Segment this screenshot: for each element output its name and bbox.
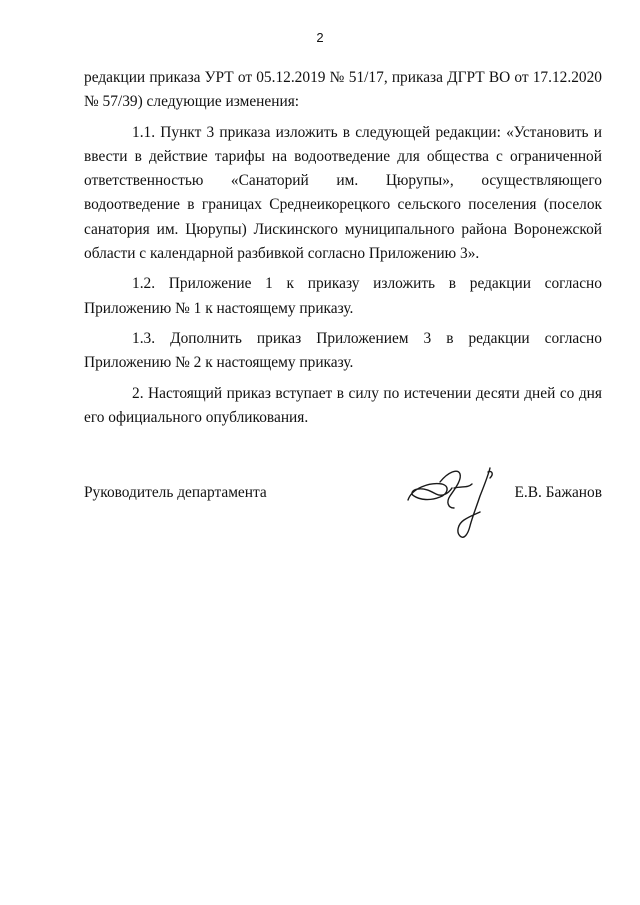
document-body bbox=[84, 66, 602, 436]
signatory-name: Е.В. Бажанов bbox=[514, 484, 602, 501]
paragraph-amendments-intro: редакции приказа УРТ от 05.12.2019 № 51/17, приказа ДГРТ ВО от 17.12.2020 № 57/39) следующие изменения: bbox=[84, 69, 602, 111]
paragraph-1-2: 1.2. Приложение 1 к приказу изложить в редакции согласно Приложению № 1 к настоящему приказу. bbox=[84, 275, 602, 317]
paragraph-1-3: 1.3. Дополнить приказ Приложением 3 в редакции согласно Приложению № 2 к настоящему приказу. bbox=[84, 329, 602, 372]
page-number: 2 bbox=[316, 30, 324, 45]
handwritten-signature-icon bbox=[402, 464, 512, 546]
paragraph-2: 2. Настоящий приказ вступает в силу по истечении десяти дней со дня его официального опубликования. bbox=[84, 384, 602, 426]
paragraph-1-1: 1.1. Пункт 3 приказа изложить в следующей редакции: «Установить и ввести в действие тарифы на водоотведение для общества с ограниченной ответственностью «Санаторий им. Цюрупы», осуществляющего водоотведение в границах Среднеикорецкого сельского поселения (поселок санатория им. Цюрупы) Лискинского муниципального района Воронежской области с календарной разбивкой согласно Приложению 3». bbox=[84, 123, 602, 263]
signatory-position: Руководитель департамента bbox=[84, 484, 267, 501]
signature-block bbox=[84, 484, 602, 564]
